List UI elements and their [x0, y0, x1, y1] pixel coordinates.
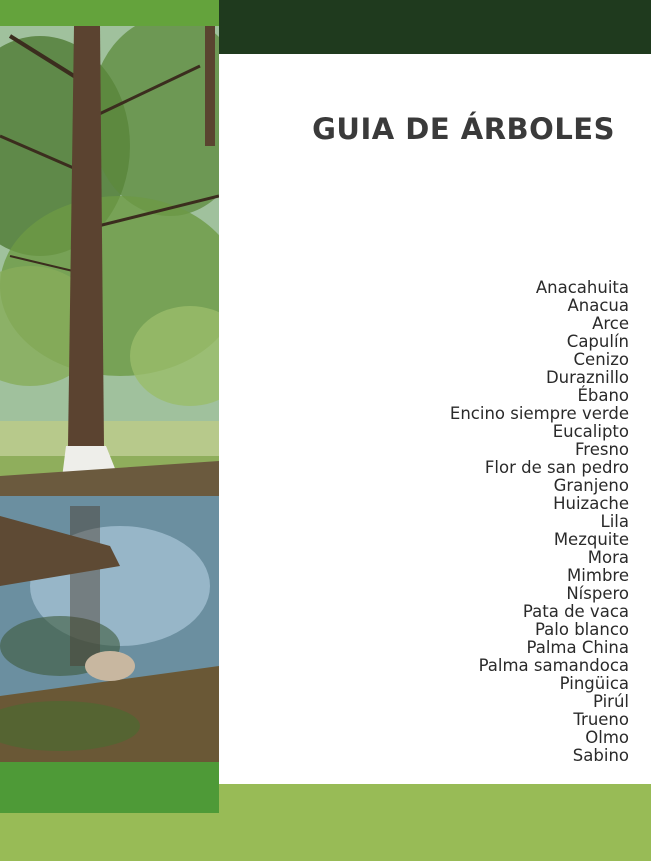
list-item: Pingüica: [559, 674, 629, 693]
list-item: Anacahuita: [535, 278, 629, 297]
list-item: Eucalipto: [552, 422, 629, 441]
bottom-band-dark: [0, 762, 219, 813]
list-item: Duraznillo: [545, 368, 629, 387]
list-item: Pata de vaca: [522, 602, 629, 621]
list-item: Palma China: [526, 638, 629, 657]
list-item: Mimbre: [567, 566, 629, 585]
list-item: Mora: [587, 548, 629, 567]
list-item: Olmo: [585, 728, 629, 747]
list-item: Pirúl: [593, 692, 629, 711]
list-item: Ébano: [577, 386, 629, 405]
tree-photo: [0, 26, 219, 762]
list-item: Encino siempre verde: [449, 404, 629, 423]
list-item: Flor de san pedro: [484, 458, 629, 477]
list-item: Huizache: [553, 494, 629, 513]
list-item: Níspero: [566, 584, 629, 603]
list-item: Mezquite: [553, 530, 629, 549]
tree-list: [450, 279, 629, 765]
top-band-left: [0, 0, 219, 26]
list-item: Trueno: [573, 710, 629, 729]
page-title: GUIA DE ÁRBOLES: [312, 112, 615, 146]
list-item: Granjeno: [553, 476, 629, 495]
list-item: Palma samandoca: [478, 656, 629, 675]
list-item: Sabino: [572, 746, 629, 765]
top-band-right: [219, 0, 651, 54]
list-item: Palo blanco: [534, 620, 629, 639]
list-item: Capulín: [566, 332, 629, 351]
list-item: Arce: [592, 314, 629, 333]
list-item: Anacua: [567, 296, 629, 315]
list-item: Lila: [600, 512, 629, 531]
list-item: Cenizo: [573, 350, 629, 369]
list-item: Fresno: [574, 440, 629, 459]
